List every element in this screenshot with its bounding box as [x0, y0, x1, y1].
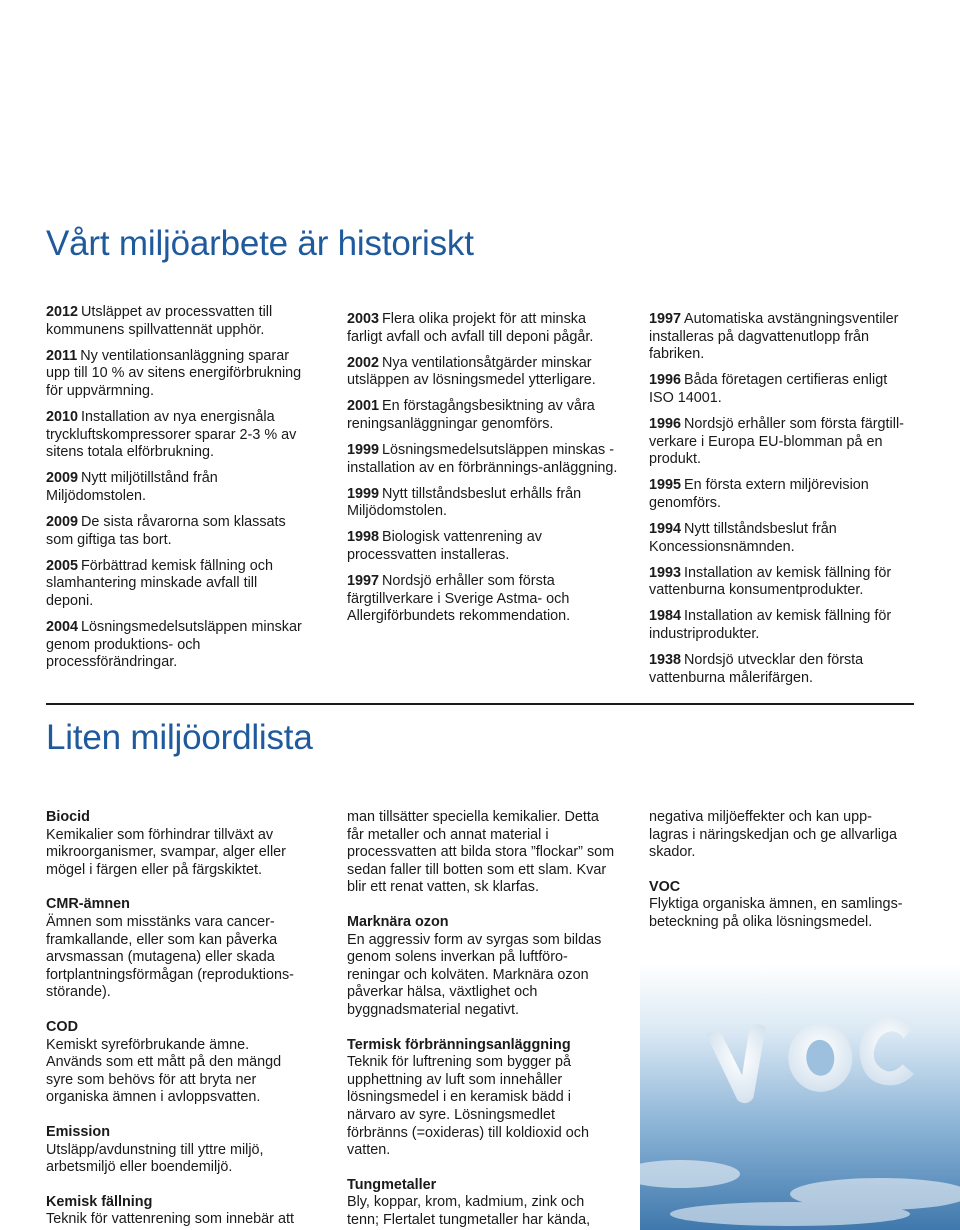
history-item: [347, 529, 619, 564]
history-column-3: [649, 311, 911, 696]
glossary-entry: [649, 879, 911, 932]
glossary-column-2: [347, 809, 619, 1230]
history-year: 2003: [347, 311, 380, 327]
history-column-1: [46, 304, 308, 680]
history-item: [46, 514, 308, 549]
glossary-entry: [46, 1019, 308, 1107]
history-text: Nytt tillståndsbeslut från Koncessionsnämnden.: [649, 520, 837, 555]
glossary-definition: Bly, koppar, krom, kadmium, zink och tenn; Flertalet tungmetaller har kända,: [347, 1194, 591, 1228]
history-year: 1997: [347, 573, 380, 590]
glossary-entry: [46, 1194, 308, 1229]
glossary-definition: Flyktiga organiska ämnen, en samlings-beteckning på olika lösningsmedel.: [649, 896, 903, 930]
history-year: 1995: [649, 477, 682, 494]
glossary-entry: [46, 809, 308, 879]
glossary-term: Tungmetaller: [347, 1176, 437, 1193]
history-text: Ny ventilationsanläggning sparar upp till 10 % av sitens energiförbrukning för uppvärmning.: [46, 347, 302, 399]
glossary-entry: [347, 1177, 619, 1230]
history-year: 2001: [347, 398, 380, 415]
history-text: Nordsjö utvecklar den första vattenburna målerifärgen.: [649, 652, 864, 686]
history-item: [46, 470, 308, 505]
history-text: Förbättrad kemisk fällning och slamhantering minskade avfall till deponi.: [46, 557, 273, 609]
glossary-term: Emission: [46, 1123, 110, 1140]
glossary-entry: [46, 1124, 308, 1177]
history-text: Nytt miljötillstånd från Miljödomstolen.: [46, 470, 218, 504]
glossary-entry: [46, 896, 308, 1002]
history-item: [649, 311, 911, 364]
history-item: [347, 573, 619, 626]
history-year: 2010: [46, 408, 79, 425]
glossary-term: VOC: [649, 878, 681, 895]
glossary-entry: [347, 809, 619, 897]
history-year: 1999: [347, 485, 380, 502]
glossary-definition: Utsläpp/avdunstning till yttre miljö, arbetsmiljö eller boendemiljö.: [46, 1141, 264, 1176]
history-year: 2002: [347, 354, 380, 371]
history-year: 2009: [46, 470, 79, 487]
glossary-definition: Teknik för vattenrening som innebär att: [46, 1211, 294, 1228]
sky-illustration: [640, 964, 960, 1230]
section-divider: [46, 703, 914, 705]
history-year: 1938: [649, 652, 682, 668]
voc-cloud-sky-image: [640, 964, 960, 1230]
history-text: En första extern miljörevision genomförs.: [649, 477, 869, 511]
glossary-term: Kemisk fällning: [46, 1193, 153, 1210]
history-year: 1984: [649, 608, 682, 625]
history-text: Nordsjö erhåller som första färgtillverkare i Sverige Astma- och Allergiförbundets rekommendation.: [347, 573, 571, 625]
glossary-entry: [347, 1037, 619, 1160]
history-year: 2012: [46, 304, 79, 320]
glossary-term: Marknära ozon: [347, 913, 449, 930]
history-text: Utsläppet av processvatten till kommunens spillvattennät upphör.: [46, 304, 273, 338]
glossary-definition: Kemiskt syreförbrukande ämne. Används som ett mått på den mängd syre som behövs för att bryta ner organiska ämnen i avloppsvatten.: [46, 1036, 282, 1106]
history-text: Installation av nya energisnåla tryckluftskompressorer sparar 2-3 % av sitens totala elförbrukning.: [46, 408, 297, 461]
glossary-entry: [347, 914, 619, 1020]
history-year: 2004: [46, 618, 79, 635]
history-year: 2011: [46, 347, 78, 364]
glossary-term: Termisk förbränningsanläggning: [347, 1036, 571, 1053]
history-year: 1999: [347, 442, 380, 459]
history-year: 1994: [649, 520, 682, 537]
history-item: [46, 304, 308, 339]
history-text: Automatiska avstängningsventiler installeras på dagvattenutlopp från fabriken.: [649, 311, 899, 363]
glossary-term: Biocid: [46, 809, 90, 825]
glossary-column-3: [649, 809, 911, 949]
glossary-definition: negativa miljöeffekter och kan upp-lagras i näringskedjan och ge allvarliga skador.: [649, 809, 897, 861]
history-text: Installation av kemisk fällning för industriprodukter.: [649, 608, 892, 642]
history-item: [46, 348, 308, 401]
history-text: Lösningsmedelsutsläppen minskas - installation av en förbrännings-anläggning.: [347, 442, 618, 476]
history-item: [649, 652, 911, 687]
history-year: 1996: [649, 372, 682, 389]
history-text: Biologisk vattenrening av processvatten installeras.: [347, 529, 543, 564]
history-item: [649, 565, 911, 600]
history-column-2: [347, 311, 619, 634]
glossary-entry: [649, 809, 911, 862]
glossary-term: CMR-ämnen: [46, 896, 130, 913]
history-title: Vårt miljöarbete är historiskt: [46, 224, 474, 263]
history-text: Lösningsmedelsutsläppen minskar genom produktions- och processförändringar.: [46, 618, 302, 671]
history-year: 1997: [649, 311, 682, 327]
history-text: En förstagångsbesiktning av våra reningsanläggningar genomförs.: [347, 398, 595, 432]
history-item: [46, 409, 308, 462]
history-year: 1996: [649, 415, 682, 432]
history-item: [649, 477, 911, 512]
history-item: [649, 372, 911, 407]
history-text: Nya ventilationsåtgärder minskar utsläppen av lösningsmedel ytterligare.: [347, 354, 596, 389]
history-item: [649, 608, 911, 643]
history-item: [347, 486, 619, 521]
history-text: Nytt tillståndsbeslut erhålls från Miljödomstolen.: [347, 485, 582, 520]
glossary-definition: man tillsätter speciella kemikalier. Detta får metaller och annat material i processvatten att bilda stora ”flockar” som sedan faller till botten som ett slam. Kvar blir ett renat vatten, sk klarfas.: [347, 809, 615, 896]
history-item: [347, 311, 619, 346]
history-item: [347, 442, 619, 477]
history-item: [347, 398, 619, 433]
history-year: 2005: [46, 557, 79, 574]
history-text: Flera olika projekt för att minska farligt avfall och avfall till deponi pågår.: [347, 311, 594, 345]
glossary-definition: Ämnen som misstänks vara cancer-framkallande, eller som kan påverka arvsmassan (mutagena) eller skada fortplantningsförmågan (reproduktions-störande).: [46, 913, 294, 1001]
history-item: [347, 355, 619, 390]
history-text: De sista råvarorna som klassats som giftiga tas bort.: [46, 513, 286, 548]
history-text: Installation av kemisk fällning för vattenburna konsumentprodukter.: [649, 564, 892, 599]
history-year: 2009: [46, 513, 79, 530]
history-text: Båda företagen certifieras enligt ISO 14001.: [649, 372, 888, 406]
history-item: [46, 558, 308, 611]
glossary-term: COD: [46, 1018, 78, 1035]
glossary-column-1: [46, 809, 308, 1230]
history-item: [649, 521, 911, 556]
history-item: [46, 619, 308, 672]
glossary-definition: En aggressiv form av syrgas som bildas genom solens inverkan på luftföro-reningar och kolväten. Marknära ozon påverkar hälsa, växtlighet och byggnadsmaterial negativt.: [347, 931, 602, 1018]
glossary-title: Liten miljöordlista: [46, 718, 313, 757]
glossary-definition: Kemikalier som förhindrar tillväxt av mikroorganismer, svampar, alger eller mögel i färgen eller på färgskiktet.: [46, 826, 286, 878]
glossary-definition: Teknik för luftrening som bygger på upphettning av luft som innehåller lösningsmedel i en keramisk bädd i närvaro av syre. Lösningsmedlet förbränns (=oxideras) till koldioxid och vatten.: [347, 1054, 589, 1159]
history-year: 1993: [649, 564, 682, 581]
history-year: 1998: [347, 529, 380, 546]
history-item: [649, 416, 911, 469]
history-text: Nordsjö erhåller som första färgtill-verkare i Europa EU-blomman på en produkt.: [649, 415, 904, 468]
